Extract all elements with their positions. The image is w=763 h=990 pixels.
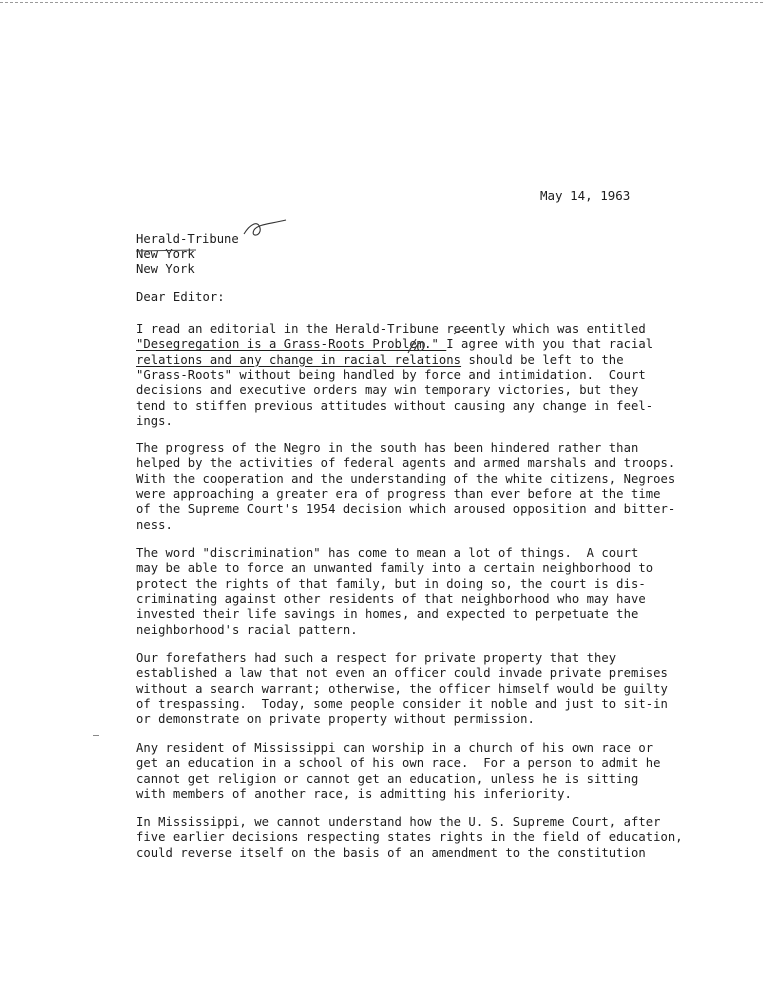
body-line: of the Supreme Court's 1954 decision which aroused opposition and bitter- — [136, 502, 676, 517]
body-line: or demonstrate on private property without permission. — [136, 712, 535, 727]
body-line: decisions and executive orders may win temporary victories, but they — [136, 383, 639, 398]
body-line: "Grass-Roots" without being handled by force and intimidation. Court — [136, 367, 646, 382]
body-line: "Desegregation is a Grass-Roots Problem." I agree with you that racial — [136, 337, 654, 352]
body-line: established a law that not even an officer could invade private premises — [136, 666, 668, 681]
body-line: neighborhood's racial pattern. — [136, 622, 358, 637]
letter-date: May 14, 1963 — [540, 188, 631, 203]
body-line: I read an editorial in the Herald-Tribune recently which was entitled — [136, 322, 646, 336]
body-line: were approaching a greater era of progress than ever before at the time — [136, 486, 661, 501]
body-line: The progress of the Negro in the south has been hindered rather than — [136, 441, 639, 455]
body-line: tend to stiffen previous attitudes without causing any change in feel- — [136, 398, 654, 413]
body-line: criminating against other residents of that neighborhood who may have — [136, 591, 646, 606]
body-line: get an education in a school of his own race. For a person to admit he — [136, 756, 661, 771]
body-line: with members of another race, is admitting his inferiority. — [136, 786, 572, 801]
body-line: Our forefathers had such a respect for private property that they — [136, 651, 617, 665]
body-line: of trespassing. Today, some people consider it noble and just to sit-in — [136, 696, 668, 711]
body-line: The word "discrimination" has come to mean a lot of things. A court — [136, 546, 639, 560]
handwritten-insert-mark — [448, 326, 488, 352]
recipient-state: New York — [136, 262, 195, 276]
margin-mark — [93, 735, 99, 736]
body-line: With the cooperation and the understanding of the white citizens, Negroes — [136, 471, 676, 486]
recipient-city: New York — [136, 247, 195, 261]
body-line: protect the rights of that family, but in doing so, the court is dis- — [136, 576, 646, 591]
body-line: In Mississippi, we cannot understand how the U. S. Supreme Court, after — [136, 815, 661, 829]
body-line: Any resident of Mississippi can worship in a church of his own race or — [136, 741, 654, 755]
body-line: cannot get religion or cannot get an education, unless he is sitting — [136, 771, 639, 786]
body-line: ness. — [136, 517, 173, 532]
body-line: relations and any change in racial relations should be left to the — [136, 352, 624, 367]
handwritten-mark — [236, 214, 296, 244]
handwritten-strike — [134, 248, 204, 254]
body-line: ings. — [136, 413, 173, 428]
salutation: Dear Editor: — [136, 290, 225, 304]
body-line: may be able to force an unwanted family into a certain neighborhood to — [136, 561, 654, 576]
recipient-name: Herald-Tribune — [136, 232, 239, 246]
body-line: helped by the activities of federal agents and armed marshals and troops. — [136, 456, 676, 471]
page-top-edge — [0, 2, 763, 3]
body-line: without a search warrant; otherwise, the officer himself would be guilty — [136, 681, 668, 696]
body-line: could reverse itself on the basis of an amendment to the constitution — [136, 845, 646, 860]
body-line: five earlier decisions respecting states rights in the field of education, — [136, 830, 683, 845]
body-line: invested their life savings in homes, and expected to perpetuate the — [136, 607, 639, 622]
handwritten-paragraph-mark — [402, 333, 432, 359]
